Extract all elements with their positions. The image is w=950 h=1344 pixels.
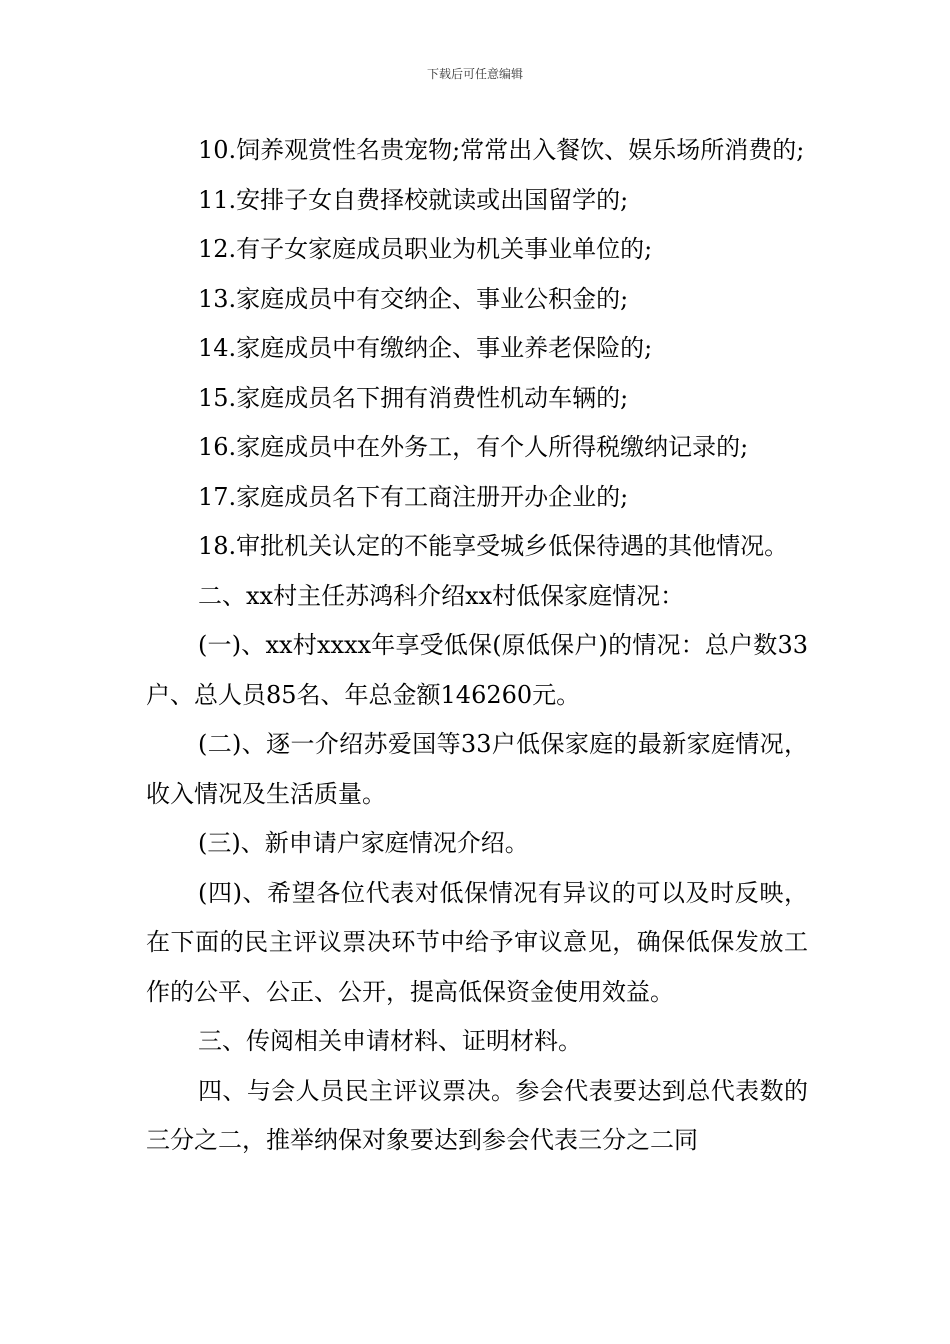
subsection-3: (三)、新申请户家庭情况介绍。: [198, 829, 529, 857]
section-heading-3: 三、传阅相关申请材料、证明材料。: [198, 1027, 582, 1055]
paragraph-item-17: 17.家庭成员名下有工商注册开办企业的;: [198, 482, 629, 511]
section-heading-4: 四、与会人员民主评议票决。参会代表要达到总代表数的三分之二，推举纳保对象要达到参会代表三分之二同: [146, 1076, 808, 1154]
section-heading-2: 二、xx村主任苏鸿科介绍xx村低保家庭情况：: [198, 581, 685, 610]
subsection-4: (四)、希望各位代表对低保情况有异议的可以及时反映，在下面的民主评议票决环节中给予审议意见，确保低保发放工作的公平、公正、公开，提高低保资金使用效益。: [146, 878, 808, 1006]
subsection-1: (一)、xx村xxxx年享受低保(原低保户)的情况：总户数33户、总人员85名、年总金额146260元。: [146, 631, 808, 709]
document-body: [146, 126, 808, 1166]
paragraph-item-13: 13.家庭成员中有交纳企、事业公积金的;: [198, 284, 629, 313]
paragraph-item-11: 11.安排子女自费择校就读或出国留学的;: [198, 185, 629, 214]
page-header: 下载后可任意编辑: [426, 67, 523, 81]
paragraph-item-16: 16.家庭成员中在外务工，有个人所得税缴纳记录的;: [198, 433, 749, 461]
paragraph-item-10: 10.饲养观赏性名贵宠物;常常出入餐饮、娱乐场所消费的;: [198, 136, 805, 164]
paragraph-item-14: 14.家庭成员中有缴纳企、事业养老保险的;: [198, 334, 653, 362]
paragraph-item-12: 12.有子女家庭成员职业为机关事业单位的;: [198, 235, 653, 263]
paragraph-item-18: 18.审批机关认定的不能享受城乡低保待遇的其他情况。: [198, 532, 789, 560]
subsection-2: (二)、逐一介绍苏爱国等33户低保家庭的最新家庭情况，收入情况及生活质量。: [146, 730, 808, 808]
paragraph-item-15: 15.家庭成员名下拥有消费性机动车辆的;: [198, 383, 629, 412]
